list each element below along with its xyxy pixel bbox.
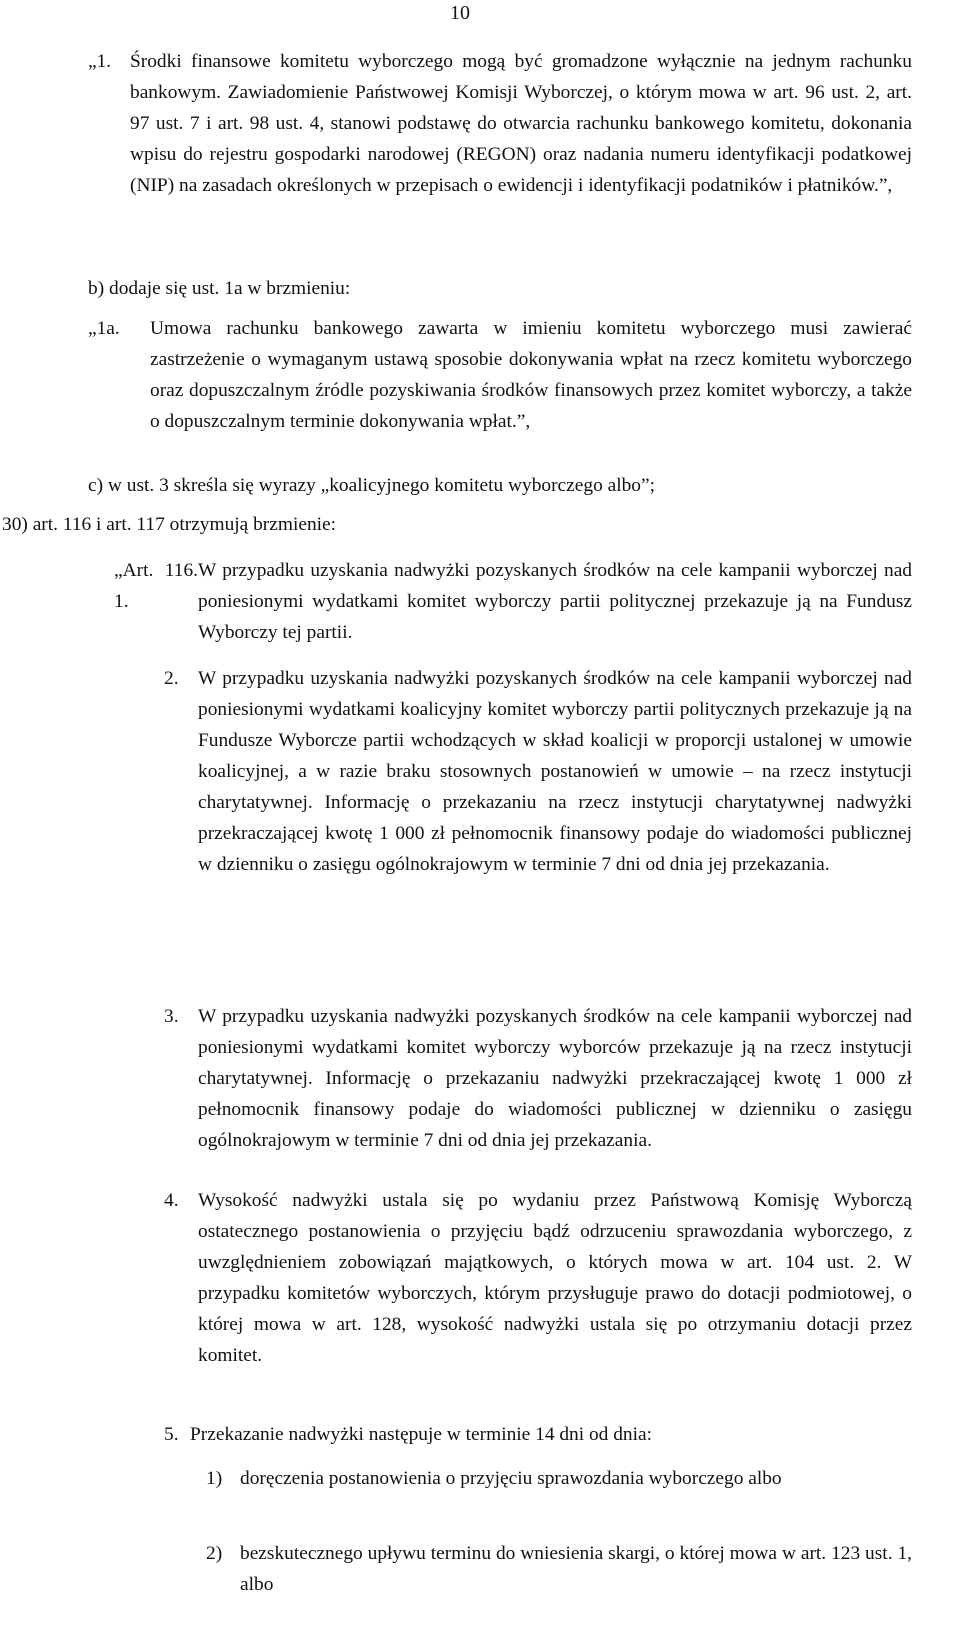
paragraph-1-body	[88, 46, 912, 201]
item-3-text: W przypadku uzyskania nadwyżki pozyskanych środków na cele kampanii wyborczej nad poniesionymi wydatkami komitet wyborczy wyborców przekazuje ją na rzecz instytucji charytatywnej. Informację o przekazaniu nadwyżki przekraczającej kwotę 1 000 zł pełnomocnik finansowy podaje do wiadomości publicznej w dzienniku o zasięgu ogólnokrajowym w terminie 7 dni od dnia jej przekazania.	[198, 1006, 912, 1151]
subitem-2-label: 2)	[206, 1543, 223, 1564]
item-5-text: Przekazanie nadwyżki następuje w terminie 14 dni od dnia:	[190, 1424, 652, 1445]
article-116-item-4	[164, 1185, 912, 1371]
paragraph-1a-text: Umowa rachunku bankowego zawarta w imieniu komitetu wyborczego musi zawierać zastrzeżenie o wymaganym ustawą sposobie dokonywania wpłat na rzecz komitetu wyborczego oraz dopuszczalnym źródle pozyskiwania środków finansowych przez komitet wyborczy, a także o dopuszczalnym terminie dokonywania wpłat.”,	[150, 318, 912, 432]
item-3-label: 3.	[164, 1006, 179, 1027]
subitem-2	[206, 1538, 912, 1600]
article-116-para-1: W przypadku uzyskania nadwyżki pozyskanych środków na cele kampanii wyborczej nad poniesionymi wydatkami komitet wyborczy partii politycznej przekazuje ją na Fundusz Wyborczy tej partii.	[198, 560, 912, 643]
amendment-c: c) w ust. 3 skreśla się wyrazy „koalicyjnego komitetu wyborczego albo”;	[88, 475, 655, 496]
subitem-1-label: 1)	[206, 1468, 223, 1489]
article-116-item-3	[164, 1001, 912, 1156]
article-116-item-2	[164, 663, 912, 880]
page-number: 10	[450, 2, 470, 24]
item-4-label: 4.	[164, 1190, 179, 1211]
paragraph-1-label-hanging: „1.	[88, 51, 112, 72]
point-30: 30) art. 116 i art. 117 otrzymują brzmienie:	[2, 514, 337, 535]
article-116-item-5	[164, 1419, 912, 1450]
article-116-heading: „Art. 116. 1.	[114, 560, 198, 612]
amendment-b: b) dodaje się ust. 1a w brzmieniu:	[88, 278, 351, 299]
item-2-label: 2.	[164, 668, 179, 689]
paragraph-1-text: Środki finansowe komitetu wyborczego mogą być gromadzone wyłącznie na jednym rachunku bankowym. Zawiadomienie Państwowej Komisji Wyborczej, o którym mowa w art. 96 ust. 2, art. 97 ust. 7 i art. 98 ust. 4, stanowi podstawę do otwarcia rachunku bankowego komitetu, dokonania wpisu do rejestru gospodarki narodowej (REGON) oraz nadania numeru identyfikacji podatkowej (NIP) na zasadach określonych w przepisach o ewidencji i identyfikacji podatników i płatników.”,	[130, 51, 912, 196]
item-2-text: W przypadku uzyskania nadwyżki pozyskanych środków na cele kampanii wyborczej nad poniesionymi wydatkami koalicyjny komitet wyborczy partii politycznych przekazuje ją na Fundusze Wyborcze partii wchodzących w skład koalicji w proporcji ustalonej w umowie koalicyjnej, a w razie braku stosownych postanowień w umowie – na rzecz instytucji charytatywnej. Informację o przekazaniu na rzecz instytucji charytatywnej nadwyżki przekraczającej kwotę 1 000 zł pełnomocnik finansowy podaje do wiadomości publicznej w dzienniku o zasięgu ogólnokrajowym w terminie 7 dni od dnia jej przekazania.	[198, 668, 912, 875]
paragraph-1a	[88, 313, 912, 437]
item-5-label: 5.	[164, 1424, 179, 1445]
subitem-1-text: doręczenia postanowienia o przyjęciu sprawozdania wyborczego albo	[240, 1468, 782, 1489]
article-116	[114, 555, 912, 648]
subitem-1	[206, 1463, 912, 1494]
subitem-2-text: bezskutecznego upływu terminu do wniesienia skargi, o której mowa w art. 123 ust. 1, albo	[240, 1543, 912, 1595]
paragraph-1a-label: „1a.	[88, 318, 120, 339]
item-4-text: Wysokość nadwyżki ustala się po wydaniu przez Państwową Komisję Wyborczą ostatecznego postanowienia o przyjęciu bądź odrzuceniu sprawozdania wyborczego, z uwzględnieniem zobowiązań majątkowych, o których mowa w art. 104 ust. 2. W przypadku komitetów wyborczych, którym przysługuje prawo do dotacji podmiotowej, o której mowa w art. 128, wysokość nadwyżki ustala się po otrzymaniu dotacji przez komitet.	[198, 1190, 912, 1366]
